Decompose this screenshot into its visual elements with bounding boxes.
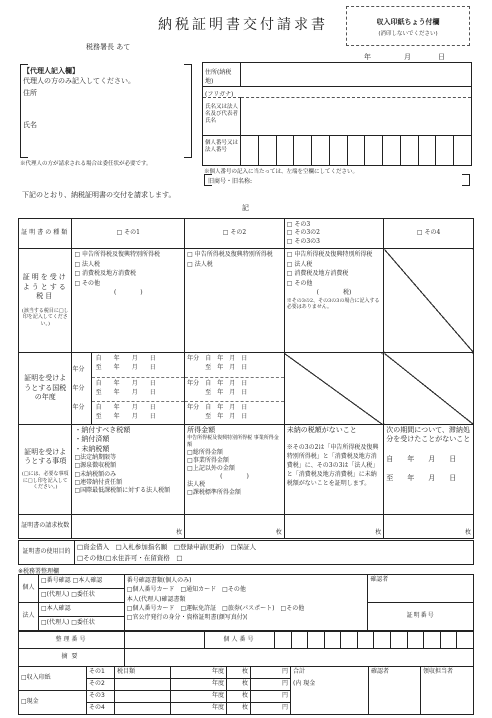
page-title: 納税証明書交付請求書	[158, 17, 328, 33]
applicant-section	[202, 62, 472, 166]
period-col2-rows	[185, 353, 284, 423]
tax-item-c1-corp[interactable]: □ 法人税	[74, 260, 101, 268]
passport-checkbox[interactable]: □旅券(パスポート)	[222, 604, 275, 612]
row-label-1: その1	[87, 667, 115, 679]
tax-items-label: 証明を受けようとする税目	[22, 273, 68, 301]
nendo-3: 年度	[171, 691, 227, 703]
purpose-blank[interactable]: □	[176, 553, 183, 562]
period-c1-r1[interactable]: 自 年 月 日 至 年 月 日	[92, 353, 185, 377]
corp-delegation-checkbox[interactable]: □委任状	[71, 619, 95, 627]
agent-note: ※代理人の方が請求される場合は委任状が必要です。	[20, 161, 152, 167]
period-col3-blank	[284, 353, 383, 425]
addressee: 税務署長 あて	[86, 43, 131, 51]
number-note: ※個人番号の記入に当たっては、左端を空欄にしてください。	[204, 169, 359, 175]
mai-4: 枚	[227, 703, 251, 715]
office-title: ※税務署整理欄	[18, 568, 60, 575]
checker-cell: 確認者	[369, 667, 421, 715]
tax-items-label-cell	[19, 249, 72, 353]
purpose-residence[interactable]: □永住許可・在留資格	[105, 553, 170, 562]
matters-col3	[284, 425, 383, 515]
matters-col2	[185, 425, 285, 515]
individual-number-field[interactable]	[275, 632, 474, 649]
period-c1-r3[interactable]: 自 年 月 日 至 年 月 日	[95, 403, 156, 420]
corp-agent-checkbox[interactable]: □(代理人)	[40, 619, 70, 627]
official-id-checkbox[interactable]: □官公庁発行の身分・資格証明書(顔写真付)(	[126, 614, 248, 622]
matter-other-amount-checkbox[interactable]: □上記以外の金額	[187, 465, 235, 473]
total-label: 合計	[293, 668, 306, 675]
matters-label-cell	[19, 425, 72, 515]
row-label-2: その2	[87, 679, 115, 691]
summary-label: 摘要	[19, 649, 125, 667]
tax-items-col2	[185, 249, 285, 353]
tax-item-c1-income[interactable]: □ 申告所得税及復興特別所得税	[74, 251, 161, 258]
payment-table	[18, 666, 474, 715]
row-label-4: その4	[87, 703, 115, 715]
tax-item-c1-paren: ( )	[113, 289, 143, 297]
agent-name-label: 氏名	[23, 121, 37, 129]
mai-3: 枚	[227, 691, 251, 703]
nenbun-label-3: 年分	[72, 404, 85, 412]
tax-item-c2-corp[interactable]: □ 法人税	[187, 260, 213, 268]
other1-checkbox[interactable]: □その他	[222, 586, 246, 594]
purpose-other[interactable]: □その他(	[77, 553, 106, 562]
tax-items-col4-blank	[384, 249, 474, 353]
former-name-label: 旧商号・旧名称:	[208, 178, 253, 185]
cash-sub-label: (内 現金	[293, 680, 316, 688]
my-number-check-checkbox[interactable]: □番号確認	[40, 577, 71, 585]
date-day: 日	[438, 53, 445, 61]
matter-corp-tax: 法人税	[187, 481, 206, 489]
matter-unpaid-only-checkbox[interactable]: □未納税額のみ	[74, 470, 117, 478]
office-table	[18, 574, 474, 631]
stamp-note: (消印しないでください)	[378, 31, 438, 37]
other2-checkbox[interactable]: □その他	[280, 604, 305, 612]
matters-note: (□には、必要な事項に□し印を記入してください。)	[21, 470, 69, 491]
matter-income-amount: 所得金額	[187, 426, 216, 434]
matter-taxable-income-checkbox[interactable]: □課税標準所得金額	[187, 489, 241, 497]
corp-identity-checkbox[interactable]: □本人確認	[40, 605, 71, 613]
type-1-checkbox[interactable]: □ その1	[72, 219, 185, 249]
matter-legal-deadline-checkbox[interactable]: □法定納期限等	[74, 454, 117, 462]
matter-joint-liability-checkbox[interactable]: □連帯納付責任額	[74, 478, 123, 486]
former-name-row	[204, 174, 472, 186]
matter-withholding-checkbox[interactable]: □源泉徴収税額	[74, 462, 117, 470]
tax-item-c3-income[interactable]: □ 申告所得税及復興特別所得税	[286, 251, 373, 258]
types-label: 証明書の種類	[19, 219, 72, 249]
id-docs-label: 本人(代理人)確認書類	[126, 595, 186, 603]
period-c2-r3[interactable]: 年分 自 年 月 日 至 年 月 日	[187, 403, 248, 420]
tax-year-2[interactable]	[115, 679, 171, 691]
cert-number-label: 証明番号	[368, 603, 474, 631]
tax-item-c3-corp[interactable]: □ 法人税	[286, 260, 313, 268]
matter-c4-to[interactable]: 至 年 月 日	[386, 474, 457, 483]
applicant-address-label: 住所(納税地)	[203, 63, 241, 87]
matter-unpaid: ・未納税額	[74, 444, 110, 453]
handler-cell: 領収担当者	[421, 667, 474, 715]
furigana-label: (フリガナ)	[205, 91, 234, 98]
tax-item-c3-note: ※その3の2、その3の3の場合に記入する必要はありません。	[286, 297, 380, 310]
row-label-3: その3	[87, 691, 115, 703]
period-label: 証明を受けようとする国税の年度	[24, 374, 67, 402]
cash-checkbox[interactable]: □現金	[19, 691, 87, 715]
applicant-number-field[interactable]	[241, 135, 471, 165]
yen-3: 円	[251, 691, 291, 703]
applicant-name-field[interactable]	[241, 97, 471, 135]
stamp-title: 収入印紙ちょう付欄	[376, 18, 440, 26]
revenue-stamp-box	[346, 6, 470, 46]
office-docs	[124, 575, 367, 631]
period-col1-rows	[92, 353, 185, 423]
period-col4-blank	[384, 353, 474, 425]
copies-c2[interactable]: 枚	[185, 515, 285, 539]
matter-no-unpaid: 未納の税額がないこと	[286, 426, 357, 434]
summary-field[interactable]	[125, 649, 474, 667]
license-checkbox[interactable]: □運転免許証	[180, 604, 217, 612]
matter-business-income-checkbox[interactable]: □事業所得金額	[187, 457, 229, 465]
nendo-1: 年度	[171, 667, 227, 679]
type-2-checkbox[interactable]: □ その2	[185, 219, 285, 249]
tax-item-c3-paren: ( 税)	[316, 289, 352, 297]
matters-label: 証明を受けようとする事項	[24, 447, 67, 466]
copies-label: 証明書の請求枚数	[19, 515, 72, 539]
purpose-registration[interactable]: □登録申請(更新)	[173, 543, 225, 552]
tax-item-c3-consumption[interactable]: □ 消費税及地方消費税	[286, 270, 349, 278]
period-c2-r2[interactable]: 年分 自 年 月 日 至 年 月 日	[185, 377, 284, 401]
applicant-name-label: 氏名又は法人名及び代表者氏名	[203, 97, 241, 135]
applicant-address-field[interactable]	[241, 63, 471, 87]
matter-total-income-checkbox[interactable]: □総所得金額	[187, 448, 223, 456]
intro-text: 下記のとおり、納税証明書の交付を請求します。	[22, 191, 176, 199]
copies-c1[interactable]: 枚	[72, 515, 185, 539]
individual-number-label: 個人番号	[205, 632, 275, 649]
my-number-docs-label: 番号確認書類(個人のみ)	[126, 577, 192, 584]
period-c1-r2[interactable]: 自 年 月 日 至 年 月 日	[92, 377, 185, 401]
matter-c4-from[interactable]: 自 年 月 日	[386, 454, 457, 463]
tax-item-c1-consumption[interactable]: □ 消費税及地方消費税	[74, 270, 137, 278]
office-check-row1	[38, 575, 124, 589]
purpose-options	[75, 541, 474, 565]
stamp-revenue-checkbox[interactable]: □収入印紙	[19, 667, 87, 691]
type-3-2-checkbox[interactable]: □ その3の2	[286, 229, 320, 237]
purpose-label: 証明書の使用目的	[19, 541, 75, 565]
matter-no-unpaid-note: ※その3の2は「申告所得税及復興特別所得税」と「消費税及地方消費税」に、その3の3は「法人税」と「消費税及地方消費税」に未納税額がないことを証明します。	[286, 444, 379, 488]
agent-title: 【代理人記入欄】	[23, 66, 79, 75]
yen-2: 円	[251, 679, 291, 691]
office-check-row4	[38, 617, 124, 631]
office-check-row3	[38, 603, 124, 617]
office-confirmer: 確認者	[368, 575, 474, 603]
tax-item-c1-other[interactable]: □ その他	[74, 279, 101, 287]
nenbun-label-1: 年分	[72, 365, 85, 373]
type-3-3-checkbox[interactable]: □ その3の3	[286, 237, 320, 245]
period-col1	[91, 353, 185, 425]
matters-col1	[72, 425, 185, 515]
period-nenbun-col	[72, 353, 91, 425]
my-number-card-checkbox[interactable]: □個人番号カード	[126, 586, 175, 594]
copies-c4[interactable]: 枚	[384, 515, 474, 539]
delegation-checkbox[interactable]: □委任状	[71, 591, 95, 599]
total-cell	[291, 667, 369, 715]
matters-col4	[384, 425, 474, 515]
matter-income-sub: 申告所得税及復興特別所得税 事業所得金額	[187, 435, 279, 449]
type-4-checkbox[interactable]: □ その4	[384, 219, 474, 249]
purpose-guarantor[interactable]: □保証人	[230, 543, 257, 552]
agent-section	[20, 64, 196, 166]
purpose-bid[interactable]: □入札参加指名願	[115, 543, 168, 552]
matter-tax-due: ・納付すべき税額	[74, 426, 131, 434]
nenbun-label-2: 年分	[72, 384, 85, 392]
nendo-4: 年度	[171, 703, 227, 715]
tax-year-4[interactable]	[115, 703, 171, 715]
purpose-loan[interactable]: □資金借入	[77, 543, 110, 552]
date-month: 月	[404, 53, 411, 61]
applicant-number-label: 個人番号又は法人番号	[203, 135, 241, 165]
identity-check-checkbox[interactable]: □本人確認	[72, 577, 103, 585]
agent-address-label: 住所	[23, 89, 37, 97]
tax-item-c2-income[interactable]: □ 申告所得税及復興特別所得税	[187, 251, 273, 258]
office-individual-label: 個人	[19, 575, 39, 603]
agent-instruction: 代理人の方のみ記入してください。	[23, 77, 135, 85]
office-check-row2	[38, 589, 124, 603]
office-ref-table	[18, 631, 474, 667]
period-col2	[185, 353, 285, 425]
matter-other-paren: ( )	[220, 473, 249, 481]
nendo-2: 年度	[171, 679, 227, 691]
matter-global-min-tax-checkbox[interactable]: □国際最低課税額に対する法人税額	[74, 486, 171, 494]
type-3-checkbox[interactable]: □ その3	[286, 221, 311, 229]
date-year: 年	[364, 53, 371, 61]
tax-year-3[interactable]	[115, 691, 171, 703]
matter-paid: ・納付済額	[74, 435, 110, 444]
ref-number-field[interactable]	[125, 632, 205, 649]
agent-option-checkbox[interactable]: □(代理人)	[40, 591, 70, 599]
office-corp-label: 法人	[19, 603, 39, 631]
period-c2-r1[interactable]: 年分 自 年 月 日 至 年 月 日	[185, 353, 284, 377]
yen-4: 円	[251, 703, 291, 715]
copies-c3[interactable]: 枚	[284, 515, 383, 539]
tax-items-col1	[72, 249, 185, 353]
matter-no-delinquency: 次の期間について、滞納処分を受けたことがないこと	[386, 426, 471, 444]
purpose-table	[18, 540, 474, 565]
id-my-number-card-checkbox[interactable]: □個人番号カード	[126, 604, 175, 612]
notice-card-checkbox[interactable]: □通知カード	[180, 586, 217, 594]
tax-items-col3	[284, 249, 383, 353]
tax-items-note: (該当する税目に□し印を記入してください。)	[21, 307, 69, 328]
period-label-cell	[19, 353, 72, 425]
tax-item-c3-other[interactable]: □ その他	[286, 279, 313, 287]
yen-1: 円	[251, 667, 291, 679]
tax-year-label: 税目類	[115, 667, 171, 679]
mai-2: 枚	[227, 679, 251, 691]
ref-number-label: 整理番号	[19, 632, 125, 649]
type-3-group	[284, 219, 383, 249]
mai-1: 枚	[227, 667, 251, 679]
certificate-table	[18, 218, 474, 539]
ki-label: 記	[242, 204, 249, 212]
